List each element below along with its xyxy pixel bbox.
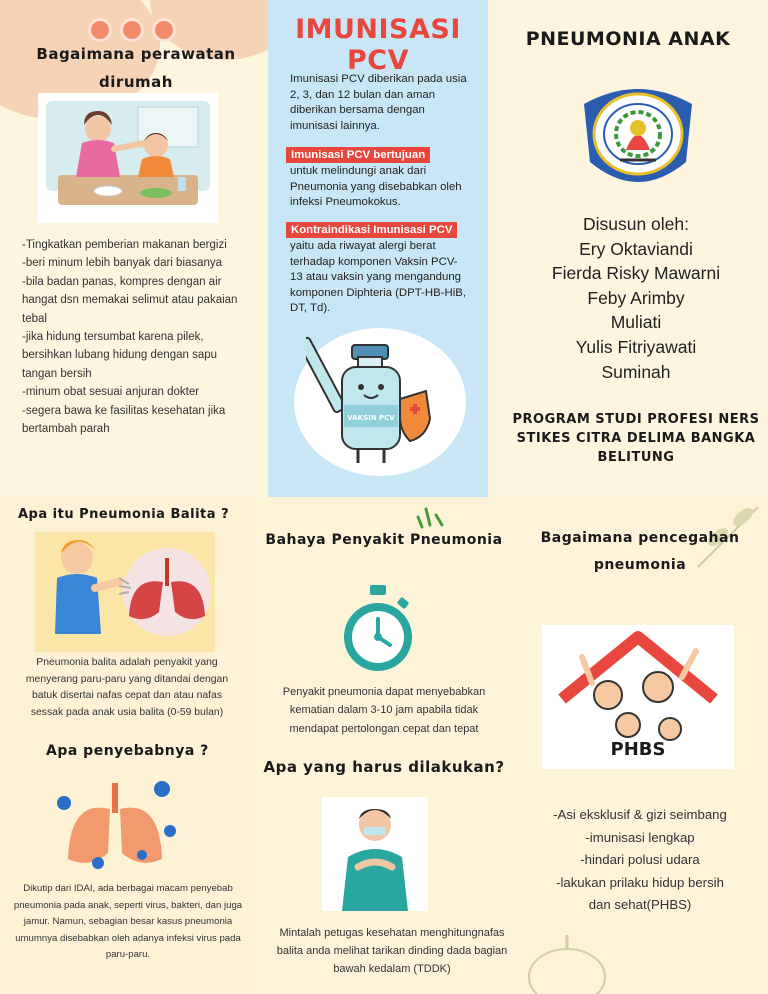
mother-feeding-child-illustration (38, 93, 218, 223)
nurse-illustration (322, 797, 428, 911)
panel-danger (256, 497, 512, 994)
pcv-intro: Imunisasi PCV diberikan pada usia 2, 3, dan 12 bulan dan aman diberikan bersama dengan imunisasi lainnya. (290, 73, 467, 132)
definition-text: Pneumonia balita adalah penyakit yang menyerang paru-paru yang ditandai dengan batuk disertai nafas cepat dan atau nafas sessak pada anak usia balita (0-59 bulan) (25, 657, 229, 718)
prevention-list (512, 804, 768, 917)
coughing-child-lungs-illustration (35, 532, 215, 652)
list-item: -lakukan prilaku hidup bersih dan sehat(PHBS) (556, 874, 724, 913)
panel-what-is-pneumonia (0, 497, 256, 994)
panel-pcv-immunization (268, 0, 488, 497)
decor-pumpkin (522, 927, 612, 994)
author-name: Suminah (601, 361, 671, 382)
list-item: -hindari polusi udara (580, 852, 700, 868)
list-item: -jika hidung tersumbat karena pilek, bersihkan lubang hidung dengan sapu tangan bersih (22, 331, 218, 380)
list-item: -Tingkatkan pemberian makanan bergizi (22, 239, 227, 251)
author-name: Yulis Fitriyawati (575, 336, 697, 357)
phbs-label: PHBS (610, 739, 666, 760)
todo-title: Apa yang harus dilakukan? (263, 758, 505, 776)
prevention-title: Bagaimana pencegahan pneumonia (540, 530, 740, 573)
stopwatch-icon (340, 583, 416, 679)
list-item: -beri minum lebih banyak dari biasanya (22, 257, 223, 270)
list-item: -Asi eksklusif & gizi seimbang (553, 807, 727, 822)
panel-cover (488, 0, 768, 497)
author-name: Muliati (610, 312, 662, 333)
pcv-title: IMUNISASI PCV (295, 14, 461, 76)
author-name: Ery Oktaviandi (579, 238, 693, 259)
decor-dots (88, 18, 176, 42)
cover-title: PNEUMONIA ANAK (525, 28, 731, 50)
stikes-logo (576, 80, 700, 194)
list-item: -bila badan panas, kompres dengan air hangat dsn memakai selimut atau pakaian tebal (22, 275, 238, 325)
todo-text: Mintalah petugas kesehatan menghitungnafas balita anda melihat tarikan dinding dada bagian bawah kedalam (TDDK) (276, 927, 508, 976)
list-item: -segera bawa ke fasilitas kesehatan jika bertambah parah (22, 404, 226, 436)
cause-title: Apa penyebabnya ? (46, 743, 209, 759)
vial-label: VAKSIN PCV (347, 414, 395, 422)
authors-block (488, 212, 768, 384)
decor-strokes (414, 503, 444, 529)
list-item: -imunisasi lengkap (585, 829, 695, 845)
pcv-contra-tag: Kontraindikasi Imunisasi PCV (286, 222, 457, 238)
author-name: Fierda Risky Mawarni (551, 263, 721, 284)
pcv-purpose-text: untuk melindungi anak dari Pneumonia yang disebabkan oleh infeksi Pneumokokus. (290, 165, 462, 208)
list-item: -minum obat sesuai anjuran dokter (22, 386, 200, 399)
danger-title: Bahaya Penyakit Pneumonia (265, 532, 503, 548)
author-name: Feby Arimby (587, 287, 685, 308)
study-program: PROGRAM STUDI PROFESI NERS STIKES CITRA DELIMA BANGKA BELITUNG (512, 412, 760, 465)
authors-label: Disusun oleh: (582, 214, 690, 234)
vaccine-vial-illustration (306, 325, 446, 475)
cause-text: Dikutip dari IDAI, ada berbagai macam penyebab pneumonia pada anak, seperti virus, bakteri, dan juga jamur. Namun, sebagian besar kasus pneumonia umumnya disebabkan oleh adanya infeksi virus pada paru-paru. (13, 883, 243, 960)
infected-lungs-illustration (50, 775, 180, 875)
panel-home-care (0, 0, 268, 497)
pcv-contra-text: yaitu ada riwayat alergi berat terhadap komponen Vaksin PCV-13 atau vaksin yang mengandung komponen Diphteria (DPT-HB-HiB, DT, Td). (290, 240, 466, 314)
home-care-list (22, 236, 254, 438)
danger-text: Penyakit pneumonia dapat menyebabkan kematian dalam 3-10 jam apabila tidak mendapat pertolongan cepat dan tepat (282, 686, 486, 735)
definition-title: Apa itu Pneumonia Balita ? (18, 507, 230, 522)
home-care-title: Bagaimana perawatan dirumah (36, 45, 236, 91)
pcv-purpose-tag: Imunisasi PCV bertujuan (286, 147, 430, 163)
phbs-illustration (542, 625, 734, 769)
panel-prevention (512, 497, 768, 994)
